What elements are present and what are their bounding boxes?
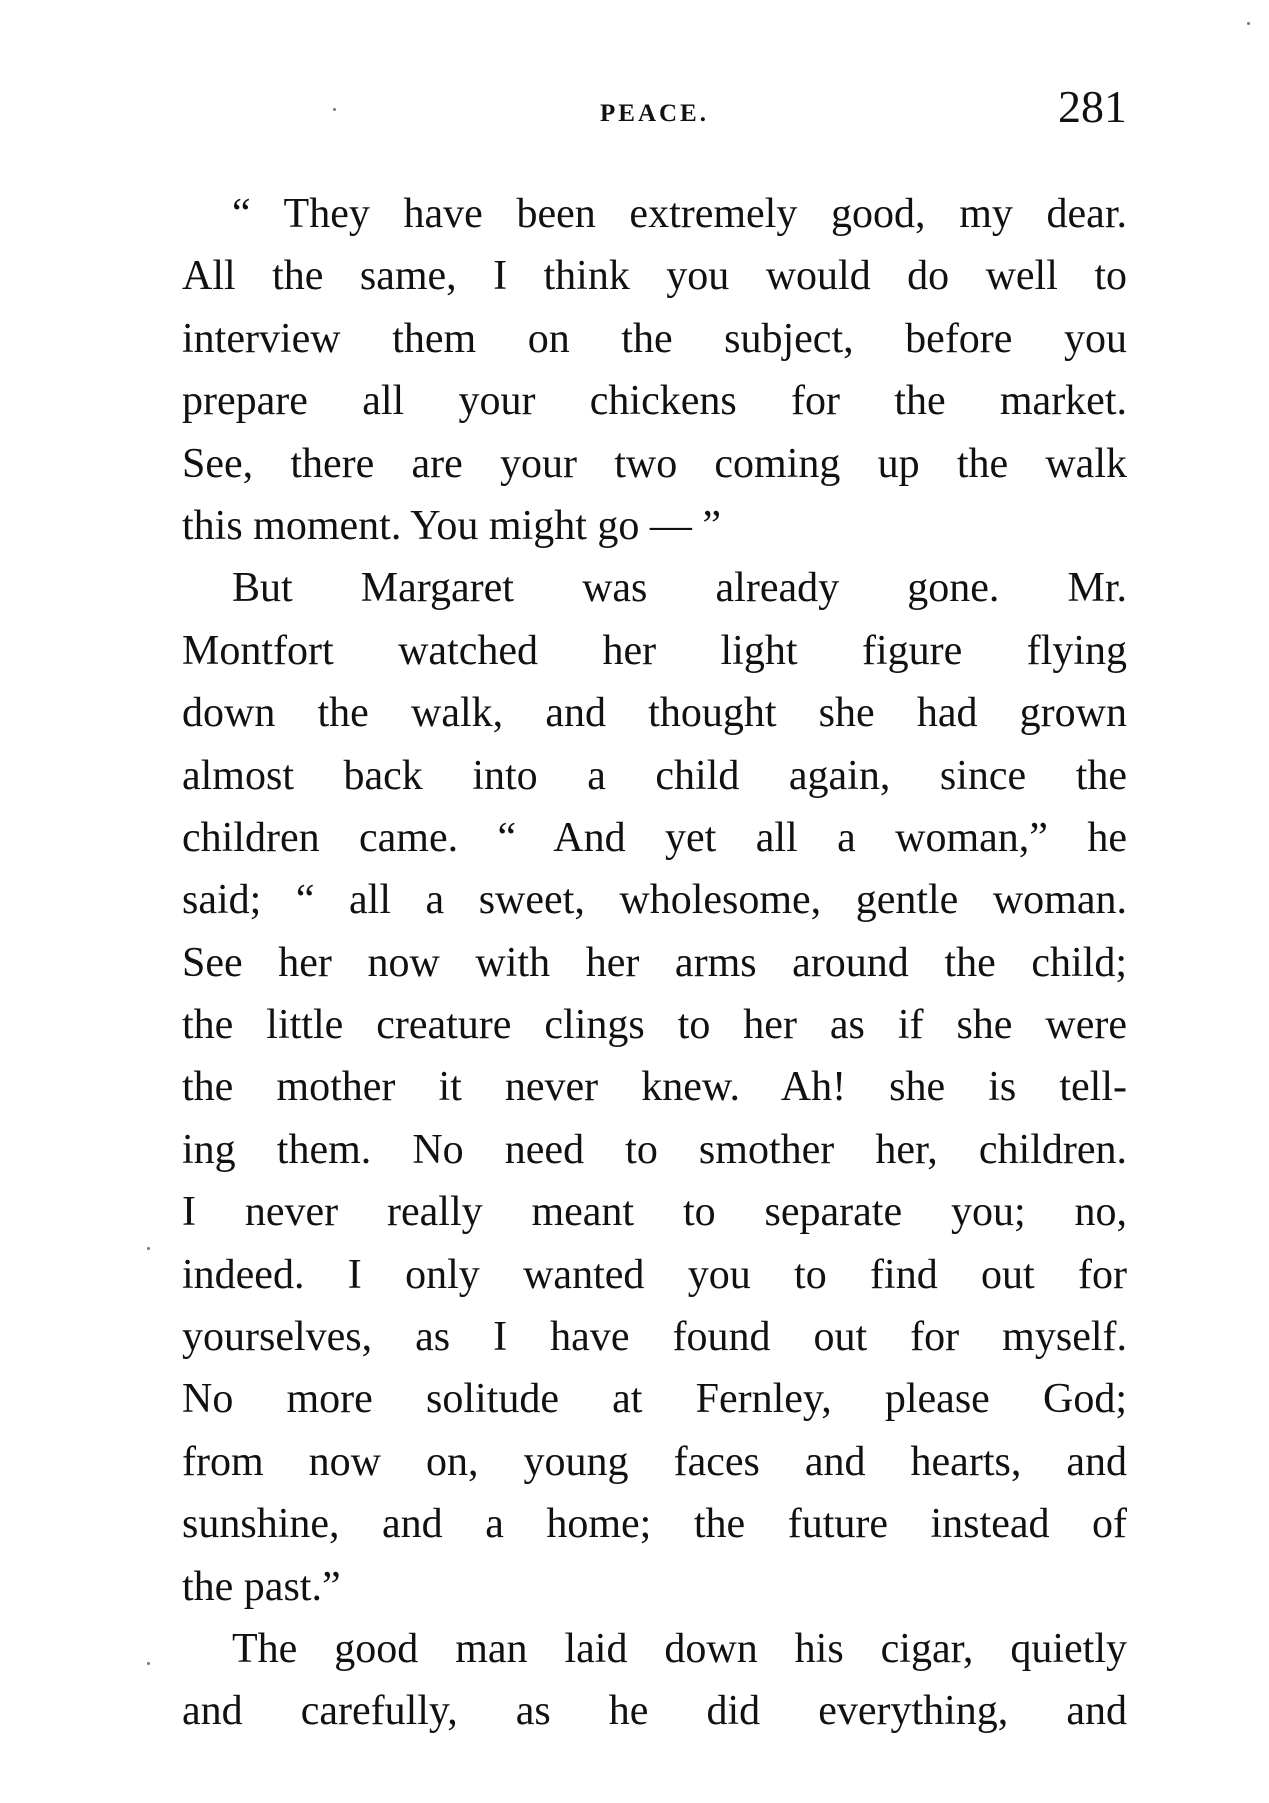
paper-speck [147, 1247, 150, 1250]
text-line: the mother it never knew. Ah! she is tell- [182, 1064, 1127, 1111]
text-line: children came. “ And yet all a woman,” he [182, 814, 1127, 861]
paper-speck [333, 108, 336, 111]
text-line: yourselves, as I have found out for myself. [182, 1314, 1127, 1361]
text-line: No more solitude at Fernley, please God; [182, 1376, 1127, 1423]
text-line: from now on, young faces and hearts, and [182, 1438, 1127, 1485]
page-header [182, 80, 1127, 140]
text-line: indeed. I only wanted you to find out for [182, 1251, 1127, 1298]
text-line: prepare all your chickens for the market. [182, 378, 1127, 425]
text-line: Montfort watched her light figure flying [182, 627, 1127, 674]
page-number: 281 [1058, 81, 1127, 132]
text-line: this moment. You might go — ” [182, 502, 722, 549]
body-text [182, 183, 1127, 1743]
running-head: PEACE. [600, 100, 709, 127]
text-line: See, there are your two coming up the walk [182, 440, 1127, 487]
text-line: “ They have been extremely good, my dear. [232, 191, 1127, 237]
text-line: almost back into a child again, since the [182, 752, 1127, 799]
text-line: said; “ all a sweet, wholesome, gentle woman. [182, 877, 1127, 924]
text-line: See her now with her arms around the child; [182, 939, 1127, 986]
text-line: the past.” [182, 1563, 341, 1610]
text-line: interview them on the subject, before you [182, 315, 1127, 362]
text-line: the little creature clings to her as if she were [182, 1002, 1127, 1049]
text-line: All the same, I think you would do well to [182, 253, 1127, 300]
text-line: But Margaret was already gone. Mr. [232, 565, 1127, 612]
text-line: and carefully, as he did everything, and [182, 1688, 1127, 1735]
text-line: ing them. No need to smother her, children. [182, 1126, 1127, 1173]
text-line: The good man laid down his cigar, quietly [232, 1625, 1127, 1672]
paper-speck [1247, 22, 1250, 25]
text-line: down the walk, and thought she had grown [182, 690, 1127, 737]
text-line: I never really meant to separate you; no, [182, 1189, 1127, 1236]
text-line: sunshine, and a home; the future instead of [182, 1501, 1127, 1548]
paper-speck [147, 1662, 150, 1665]
